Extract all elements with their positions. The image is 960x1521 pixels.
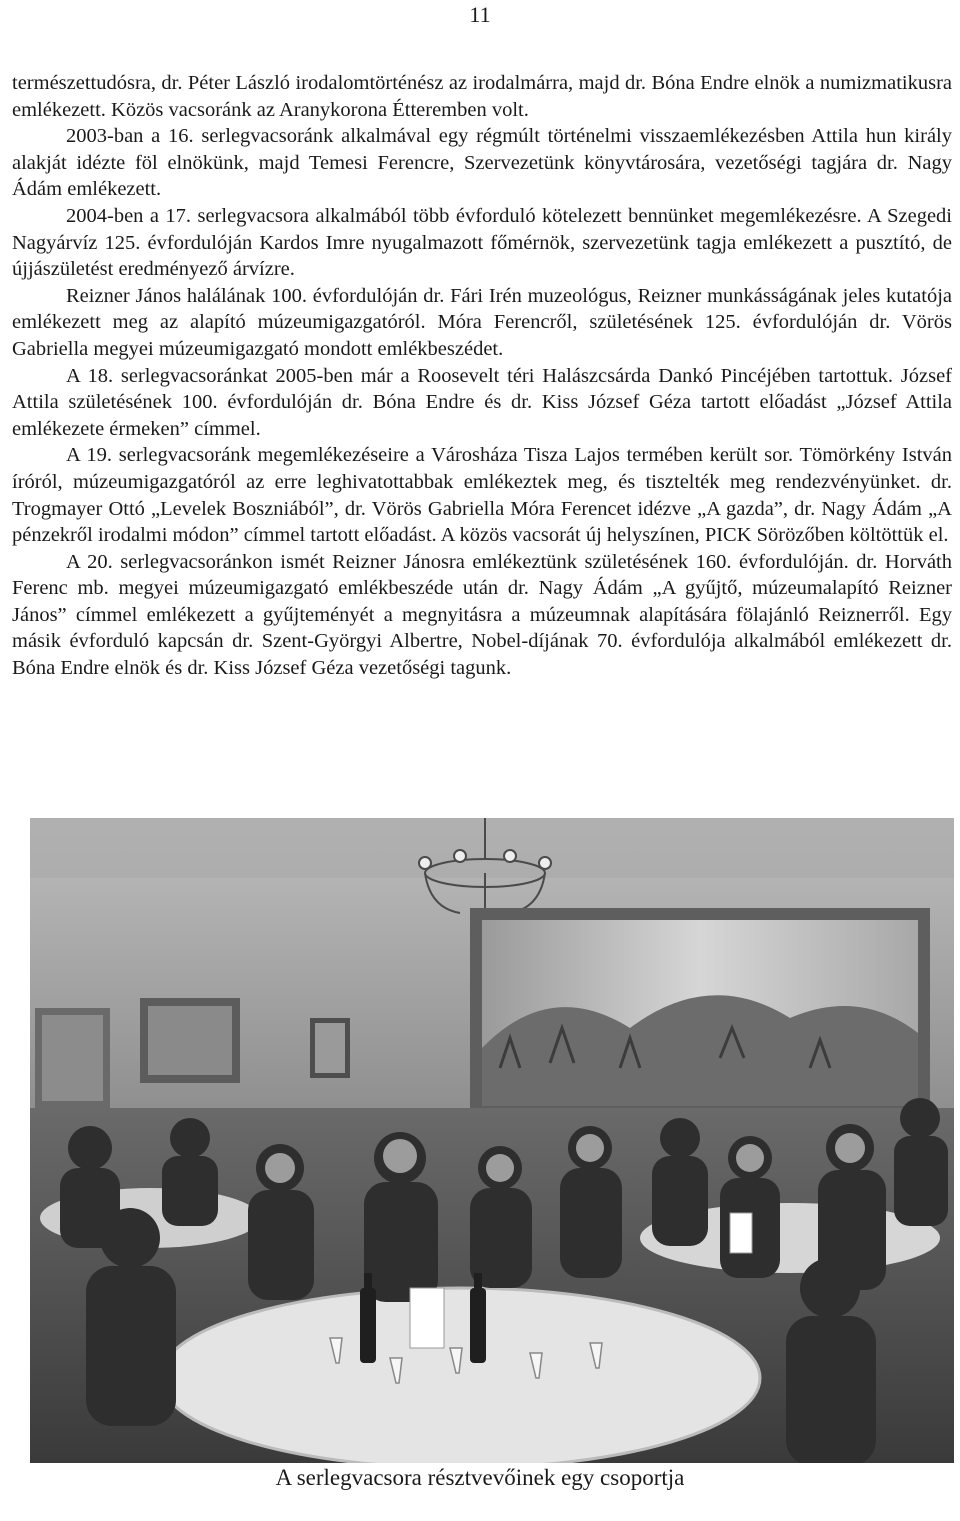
page-number: 11 [469, 2, 491, 27]
paragraph-4: Reizner János halálának 100. évfordulóján dr. Fári Irén muzeológus, Reizner munkásságának jeles kutatója emlékezett meg az alapító múzeumigazgatóról. Móra Ferencről, születésének 125. évfordulóján dr. Vörös Gabriella megyei múzeumigazgató mondott emlékbeszédet. [12, 284, 952, 360]
paragraph-1: természettudósra, dr. Péter László irodalomtörténész az irodalmárra, majd dr. Bóna Endre elnök a numizmatikusra emlékezett. Közös vacsoránk az Aranykorona Étteremben volt. [12, 72, 952, 121]
paragraph-3: 2004-ben a 17. serlegvacsora alkalmából több évforduló kötelezett bennünket megemlékezésre. A Szegedi Nagyárvíz 125. évfordulóján Kardos Imre nyugalmazott főmérnök, szervezetünk tagja emlékezett a pusztító, de újjászületést eredményező árvízre. [12, 204, 952, 281]
body-text [12, 70, 952, 682]
paragraph-2: 2003-ban a 16. serlegvacsoránk alkalmával egy régmúlt történelmi visszaemlékezésben Attila hun király alakját idézte föl elnökünk, majd Temesi Ferencre, Szervezetünk könyvtárosára, vezetőségi tagjára dr. Nagy Ádám emlékezett. [12, 125, 952, 201]
photo-caption: A serlegvacsora résztvevőinek egy csoportja [275, 1465, 685, 1490]
paragraph-5: A 18. serlegvacsoránkat 2005-ben már a Roosevelt téri Halászcsárda Dankó Pincéjében tartottuk. József Attila születésének 100. évfordulóján dr. Bóna Endre és dr. Kiss József Géza tartott előadást „József Attila emlékezete érmeken” címmel. [12, 364, 952, 440]
banquet-photo [30, 818, 954, 1463]
paragraph-6: A 19. serlegvacsoránk megemlékezéseire a Városháza Tisza Lajos termében került sor. Tömörkény István íróról, múzeumigazgatóról az erre leghivatottabbak emlékeztek meg, és tisztelték meg rendezvényünket. dr. Trogmayer Ottó „Levelek Boszniából”, dr. Vörös Gabriella Móra Ferencet idézve „A gazda”, dr. Nagy Ádám „A pénzekről irodalmi módon” címmel tartott előadást. A közös vacsorát új helyszínen, PICK Sörözőben költöttük el. [12, 444, 952, 547]
paragraph-7: A 20. serlegvacsoránkon ismét Reizner Jánosra emlékeztünk születésének 160. évfordulóján. dr. Horváth Ferenc mb. megyei múzeumigazgató emlékbeszéde után dr. Nagy Ádám „A gyűjtő, múzeumalapító Reizner János” címmel emlékezett a gyűjteményét a megnyitásra a múzeumnak alapítására fölajánló Reiznerről. Egy másik évforduló kapcsán dr. Szent-Györgyi Albertre, Nobel-díjának 70. évfordulója alkalmából emlékezett dr. Bóna Endre elnök és dr. Kiss József Géza vezetőségi tagunk. [12, 550, 952, 680]
